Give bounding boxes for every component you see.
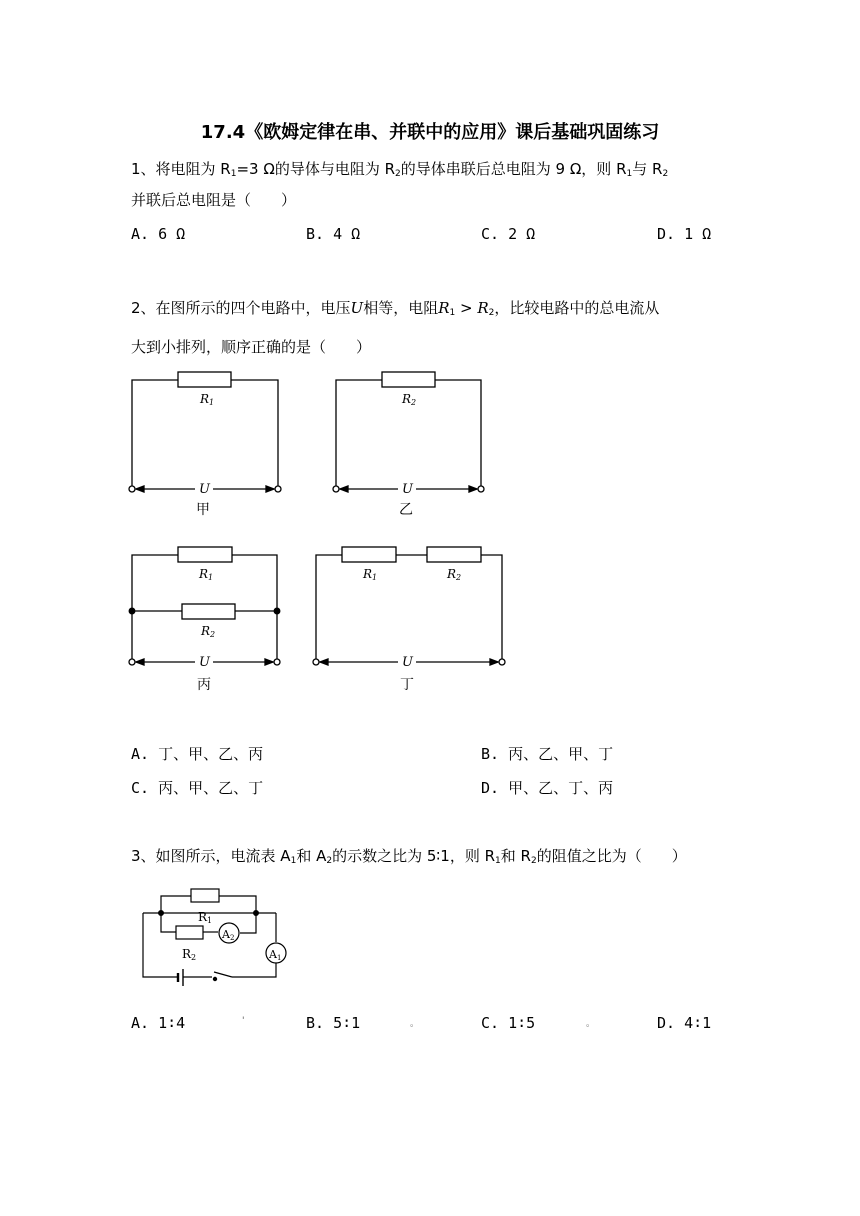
bing-r2-label: R2 [201,624,216,639]
question-1-text-line2: 并联后总电阻是（ ） [131,191,297,209]
q1-sub-3: 1 [626,169,633,179]
q2-text-a: 2、在图所示的四个电路中，电压 [131,299,351,317]
q2-option-a[interactable]: A. 丁、甲、乙、丙 [131,745,264,763]
ding-caption: 丁 [400,677,414,693]
q2-sub-1: 1 [449,308,456,318]
jia-u-label: U [199,482,210,497]
ding-r1-label: R1 [363,567,378,582]
q2-greater-than: > [455,299,478,317]
page-title: 17.4《欧姆定律在串、并联中的应用》课后基础巩固练习 [200,122,660,143]
q3-ammeter-a2-label: A2 [222,928,235,942]
q1-text-d: 与 R [632,160,663,178]
q1-option-c[interactable]: C. 2 Ω [481,225,536,243]
q3-option-c[interactable]: C. 1∶5 [481,1014,536,1032]
q1-sub-2: 2 [395,169,401,179]
jia-caption: 甲 [196,502,210,518]
yi-u-label: U [402,482,413,497]
q3-sub-1: 1 [290,856,297,866]
q3-r2-label: R2 [182,947,197,962]
q3-text-b: 和 A [296,847,327,865]
yi-r-label: R2 [402,392,417,407]
q3-option-a[interactable]: A. 1∶4 [131,1014,186,1032]
q2-option-d[interactable]: D. 甲、乙、丁、丙 [481,779,614,797]
question-2-text-line2: 大到小排列，顺序正确的是（ ） [131,338,372,356]
q3-option-d[interactable]: D. 4∶1 [657,1014,712,1032]
q3-sub-4: 2 [530,856,537,866]
q1-option-a[interactable]: A. 6 Ω [131,225,186,243]
q3-sub-2: 2 [326,856,333,866]
q3-ammeter-a1-label: A1 [269,948,282,962]
ding-u-label: U [402,655,413,670]
q2-option-c[interactable]: C. 丙、甲、乙、丁 [131,779,264,797]
q1-sub-1: 1 [230,169,237,179]
q1-option-d[interactable]: D. 1 Ω [657,225,712,243]
q1-sub-4: 2 [662,169,669,179]
q3-option-b[interactable]: B. 5∶1 [306,1014,361,1032]
q1-text-a: 1、将电阻为 R [131,160,231,178]
ding-r2-label: R2 [447,567,462,582]
q2-symbol-u: U [350,299,364,317]
circuit-q3 [143,889,286,986]
q3-r1-label: R1 [198,910,213,925]
q3-stray-mark-1: ' [242,1016,245,1026]
q3-stray-mark-2: 。 [410,1019,420,1029]
q1-text-b: =3 Ω的导体与电阻为 R [236,160,396,178]
bing-caption: 丙 [197,677,211,693]
q1-text-c: 的导体串联后总电阻为 9 Ω，则 R [400,160,627,178]
q3-text-a: 3、如图所示，电流表 A [131,847,291,865]
yi-caption: 乙 [399,502,413,518]
q2-symbol-r2: R [477,299,489,317]
q3-text-e: 的阻值之比为（ ） [536,847,687,865]
question-3-text [131,845,687,866]
q2-symbol-r1: R [438,299,450,317]
q2-sub-2: 2 [488,308,495,318]
q3-stray-mark-3: 。 [586,1019,596,1029]
bing-r1-label: R1 [199,567,214,582]
q2-text-c: ，比较电路中的总电流从 [494,299,660,317]
q1-option-b[interactable]: B. 4 Ω [306,225,361,243]
q2-option-b[interactable]: B. 丙、乙、甲、丁 [481,745,614,763]
jia-r-label: R1 [200,392,215,407]
q3-text-c: 的示数之比为 5∶1，则 R [332,847,496,865]
q3-sub-3: 1 [495,856,501,866]
bing-u-label: U [199,655,210,670]
q3-text-d: 和 R [500,847,531,865]
q2-text-b: 相等，电阻 [363,299,439,317]
